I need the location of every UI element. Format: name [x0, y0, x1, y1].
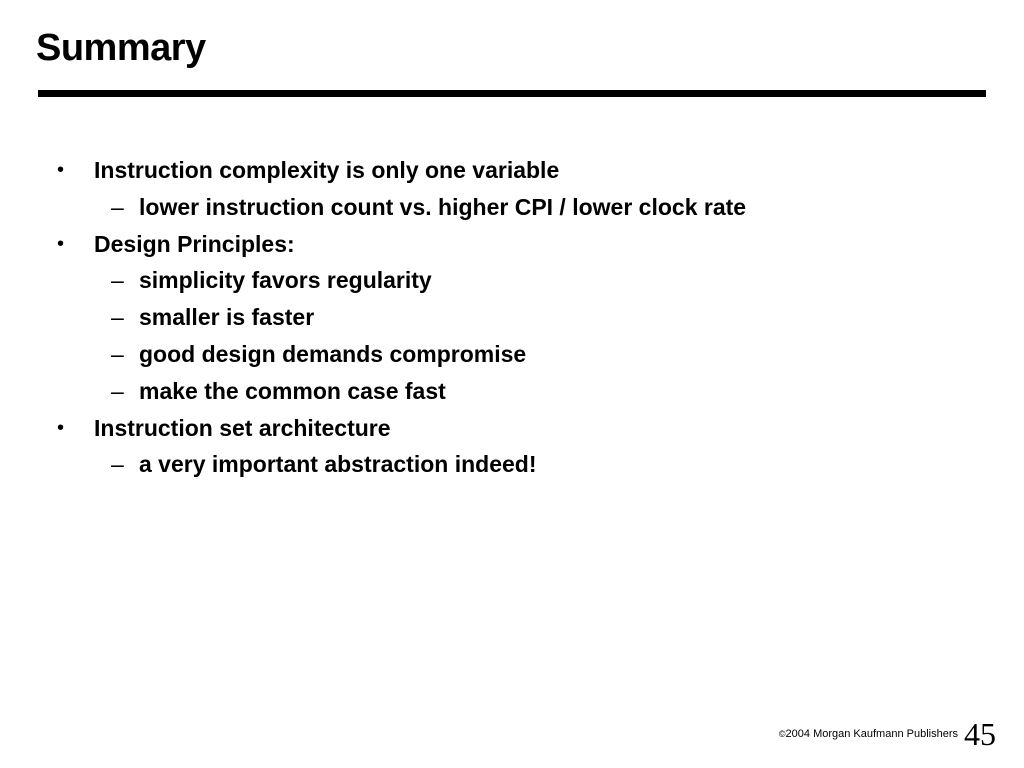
page-number: 45 [964, 716, 996, 752]
bullet-marker: • [57, 232, 65, 255]
sub-bullet-item [0, 446, 1024, 483]
sub-bullet-text: good design demands compromise [139, 340, 527, 367]
sub-bullet-marker: – [111, 451, 124, 478]
sub-bullet-marker: – [111, 340, 124, 367]
slide-footer [0, 718, 1024, 758]
sub-bullet-text: simplicity favors regularity [139, 267, 432, 294]
sub-bullet-marker: – [111, 193, 124, 220]
sub-bullet-item [0, 373, 1024, 410]
bullet-text: Instruction complexity is only one variable [94, 157, 560, 183]
slide-title: Summary [36, 27, 206, 69]
sub-bullet-marker: – [111, 267, 124, 294]
bullet-item [0, 152, 1024, 189]
sub-bullet-text: lower instruction count vs. higher CPI / lower clock rate [139, 193, 747, 220]
sub-bullet-item [0, 262, 1024, 299]
bullet-item [0, 226, 1024, 263]
copyright-symbol: © [778, 729, 786, 739]
sub-bullet-text: make the common case fast [139, 377, 446, 404]
bullet-marker: • [57, 159, 65, 181]
bullet-list [0, 152, 1024, 483]
sub-bullet-item [0, 299, 1024, 336]
bullet-marker: • [57, 416, 65, 439]
sub-bullet-text: smaller is faster [139, 304, 315, 331]
sub-bullet-text: a very important abstraction indeed! [139, 451, 537, 478]
sub-bullet-marker: – [111, 377, 124, 404]
bullet-text: Design Principles: [94, 230, 295, 257]
bullet-item [0, 410, 1024, 447]
bullet-text: Instruction set architecture [94, 414, 391, 441]
title-divider [38, 90, 986, 97]
copyright-text: 2004 Morgan Kaufmann Publishers [785, 728, 958, 740]
copyright-notice [779, 728, 958, 740]
sub-bullet-item [0, 336, 1024, 373]
sub-bullet-item [0, 189, 1024, 226]
sub-bullet-marker: – [111, 304, 124, 331]
